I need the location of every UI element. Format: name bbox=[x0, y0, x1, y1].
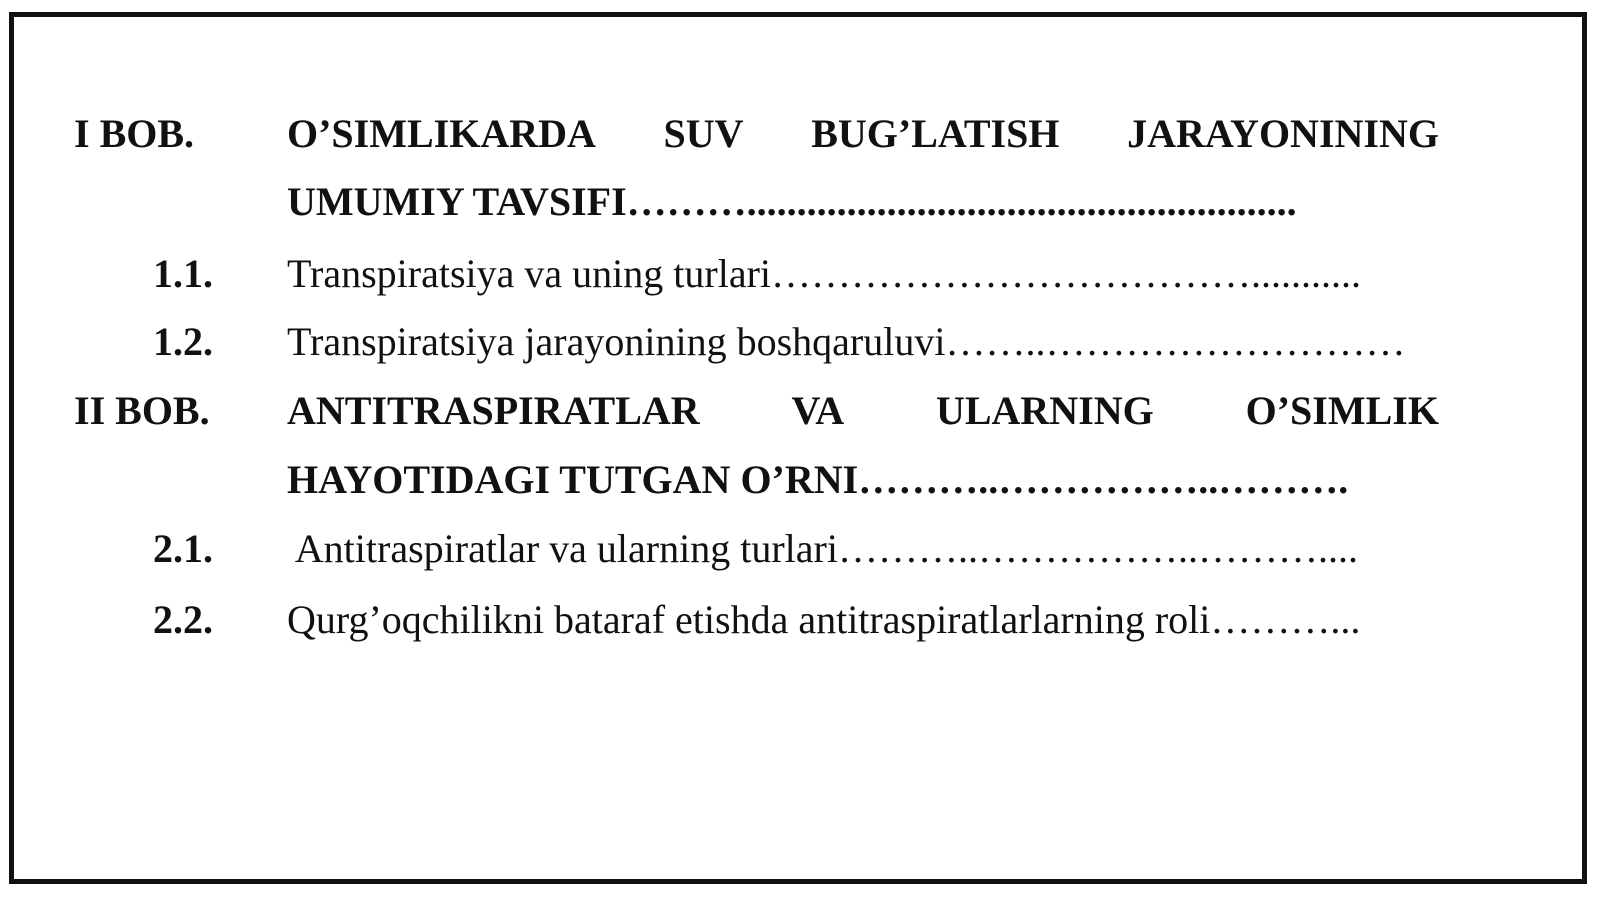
section-2-2-title bbox=[287, 596, 1360, 644]
section-1-2-title-text: Transpiratsiya jarayonining boshqaruluvi bbox=[287, 319, 946, 364]
chapter-2-title-word: O’SIMLIK bbox=[1245, 388, 1439, 433]
chapter-2-title-cont-text: HAYOTIDAGI TUTGAN O’RNI bbox=[287, 457, 859, 502]
section-1-1-number: 1.1. bbox=[153, 251, 213, 296]
chapter-1-title-word: O’SIMLIKARDA bbox=[287, 111, 596, 156]
chapter-2-title-continued bbox=[287, 456, 1348, 504]
chapter-2-label: II BOB. bbox=[74, 388, 210, 433]
chapter-1-title-word: JARAYONINING bbox=[1127, 111, 1439, 156]
section-2-1-title-text: Antitraspiratlar va ularning turlari bbox=[287, 526, 838, 571]
section-2-2-title-text: Qurg’oqchilikni bataraf etishda antitraspiratlarlarning roli bbox=[287, 597, 1211, 642]
chapter-1-title-cont-text: UMUMIY TAVSIFI bbox=[287, 179, 627, 224]
chapter-1-title-continued bbox=[287, 178, 1297, 226]
chapter-2-title bbox=[287, 387, 1439, 435]
section-2-1-title bbox=[287, 525, 1358, 573]
chapter-1-title-word: BUG’LATISH bbox=[811, 111, 1060, 156]
section-1-2-title bbox=[287, 318, 1405, 366]
chapter-1-title bbox=[287, 110, 1439, 158]
leader-dots: ………... bbox=[1210, 597, 1361, 642]
section-1-1-title-text: Transpiratsiya va uning turlari bbox=[287, 251, 772, 296]
leader-dots: ………....................................................... bbox=[626, 179, 1297, 224]
chapter-1-title-word: SUV bbox=[663, 111, 744, 156]
section-2-2-number: 2.2. bbox=[153, 597, 213, 642]
leader-dots: ………..……………..………. bbox=[858, 457, 1349, 502]
section-1-1-title bbox=[287, 250, 1361, 298]
section-1-2-number: 1.2. bbox=[153, 319, 213, 364]
leader-dots: ………………………………........... bbox=[771, 251, 1362, 296]
leader-dots: ……..……………………… bbox=[945, 319, 1406, 364]
chapter-1-label: I BOB. bbox=[74, 111, 195, 156]
chapter-2-title-word: VA bbox=[791, 388, 845, 433]
chapter-2-title-word: ANTITRASPIRATLAR bbox=[287, 388, 700, 433]
section-2-1-number: 2.1. bbox=[153, 526, 213, 571]
leader-dots: ………..……………..……….... bbox=[837, 526, 1358, 571]
chapter-2-title-word: ULARNING bbox=[935, 388, 1154, 433]
